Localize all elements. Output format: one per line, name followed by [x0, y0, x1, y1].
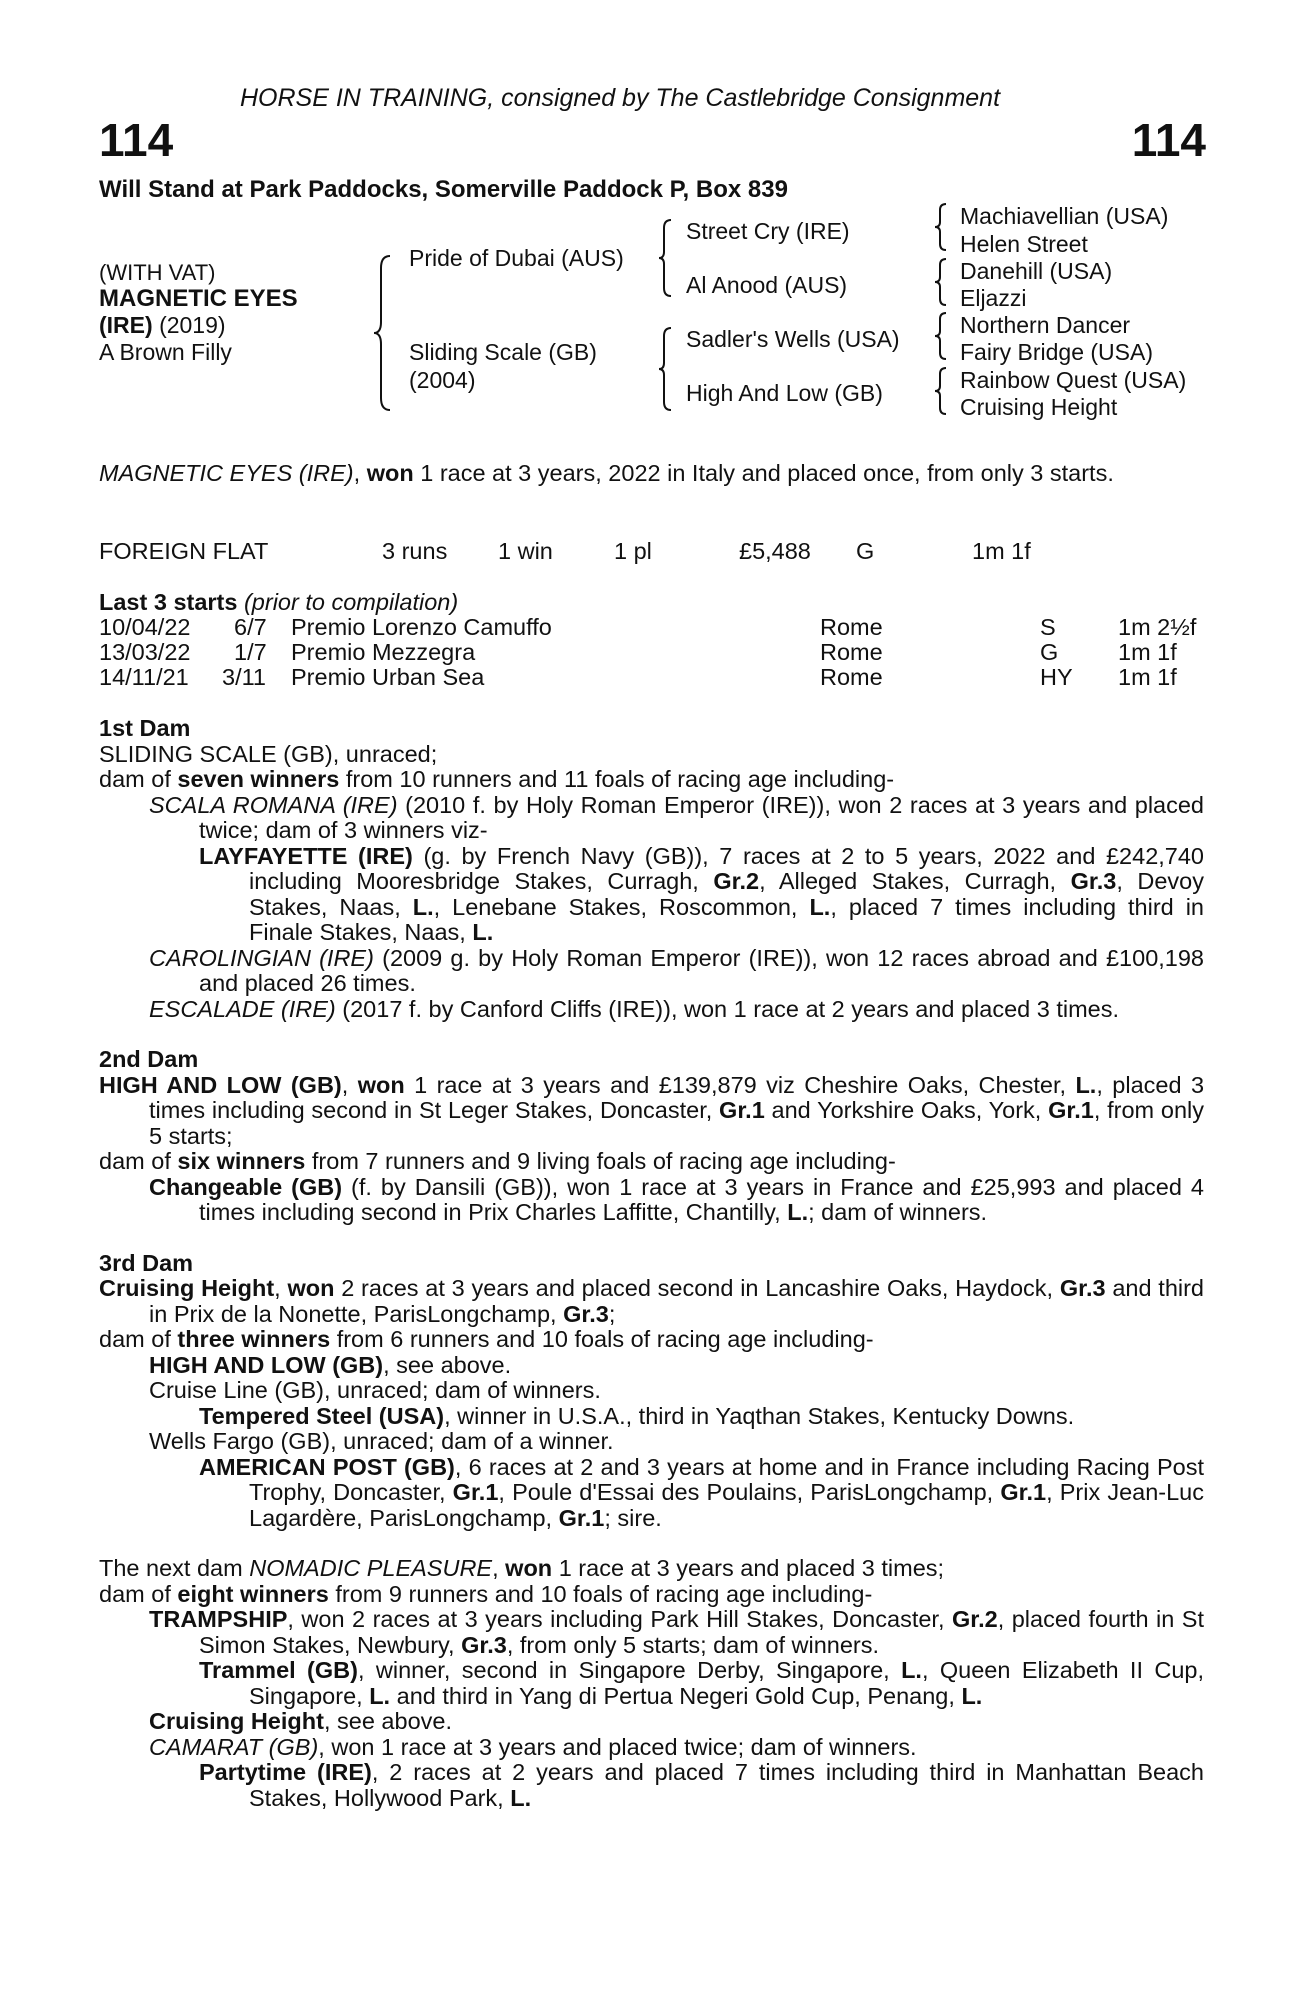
- first-dam-produce: dam of seven winners from 10 runners and 11 foals of racing age including-: [99, 766, 895, 792]
- pedigree-dam-brace: [657, 326, 675, 412]
- start-date: 14/11/21: [99, 664, 189, 690]
- next-dam-record: The next dam NOMADIC PLEASURE, won 1 race at 3 years and placed 3 times;: [99, 1555, 945, 1581]
- horse-year: (2019): [159, 312, 226, 338]
- race-summary: MAGNETIC EYES (IRE), won 1 race at 3 years, 2022 in Italy and placed once, from only 3 starts.: [99, 460, 1114, 486]
- record-placed: 1 pl: [614, 538, 652, 564]
- horse-country: (IRE): [99, 312, 153, 338]
- start-course: Rome: [820, 664, 883, 690]
- record-earnings: £5,488: [739, 538, 811, 564]
- first-dam-heading: 1st Dam: [99, 715, 191, 741]
- start-distance: 1m 1f: [1118, 639, 1177, 665]
- third-dam-heading: 3rd Dam: [99, 1249, 194, 1276]
- produce-trampship: TRAMPSHIP, won 2 races at 3 years including Park Hill Stakes, Doncaster, Gr.2, placed fourth in St Simon Stakes, Newbury, Gr.3, from only 5 starts; dam of winners.: [149, 1606, 1205, 1658]
- pedigree-dsd: Fairy Bridge (USA): [960, 339, 1153, 365]
- pedigree-dds: Rainbow Quest (USA): [960, 367, 1187, 393]
- second-dam-produce: dam of six winners from 7 runners and 9 living foals of racing age including-: [99, 1148, 896, 1174]
- produce-cruising-height: Cruising Height, see above.: [149, 1708, 452, 1734]
- produce-carolingian: CAROLINGIAN (IRE) (2009 g. by Holy Roman Emperor (IRE)), won 12 races abroad and £100,198 and placed 26 times.: [149, 944, 1204, 996]
- produce-layfayette: LAYFAYETTE (IRE) (g. by French Navy (GB)), 7 races at 2 to 5 years, 2022 and £242,740 including Mooresbridge Stakes, Curragh, Gr.2, Alleged Stakes, Curragh, Gr.3, Devoy Stakes, Naas, L., Lenebane Stakes, Roscommon, L., placed 7 times including third in Finale Stakes, Naas, L.: [199, 842, 1205, 945]
- pedigree-sire: Pride of Dubai (AUS): [409, 245, 624, 271]
- pedigree-sss: Machiavellian (USA): [960, 203, 1169, 229]
- pedigree-brace-dd: [933, 366, 949, 416]
- start-position: 1/7: [234, 639, 267, 665]
- pedigree-sire-sire: Street Cry (IRE): [686, 218, 850, 244]
- start-going: G: [1040, 639, 1059, 665]
- start-race: Premio Lorenzo Camuffo: [291, 614, 552, 640]
- produce-wells-fargo: Wells Fargo (GB), unraced; dam of a winner.: [149, 1428, 614, 1454]
- lot-number-right: 114: [1131, 114, 1206, 166]
- next-dam-produce: dam of eight winners from 9 runners and 10 foals of racing age including-: [99, 1580, 873, 1607]
- start-position: 6/7: [234, 614, 267, 640]
- record-runs: 3 runs: [382, 538, 448, 564]
- pedigree-brace-ds: [933, 311, 949, 361]
- produce-trammel: Trammel (GB), winner, second in Singapore Derby, Singapore, L., Queen Elizabeth II Cup, Singapore, L. and third in Yang di Pertua Negeri Gold Cup, Penang, L.: [199, 1657, 1205, 1709]
- second-dam-record: HIGH AND LOW (GB), won 1 race at 3 years and £139,879 viz Cheshire Oaks, Chester, L., placed 3 times including second in St Leger Stakes, Doncaster, Gr.1 and Yorkshire Oaks, York, Gr.1, from only 5 starts;: [99, 1071, 1205, 1149]
- second-dam-heading: 2nd Dam: [99, 1046, 199, 1072]
- start-course: Rome: [820, 614, 883, 640]
- pedigree-sire-dam: Al Anood (AUS): [686, 272, 848, 298]
- pedigree-dam-sire: Sadler's Wells (USA): [686, 326, 900, 352]
- produce-scala-romana: SCALA ROMANA (IRE) (2010 f. by Holy Roman Emperor (IRE)), won 2 races at 3 years and placed twice; dam of 3 winners viz-: [149, 791, 1204, 843]
- start-date: 10/04/22: [99, 614, 191, 640]
- horse-country-year: [99, 314, 226, 337]
- produce-high-and-low: HIGH AND LOW (GB), see above.: [149, 1351, 512, 1378]
- stand-location: Will Stand at Park Paddocks, Somerville Paddock P, Box 839: [99, 176, 788, 203]
- produce-camarat: CAMARAT (GB), won 1 race at 3 years and placed twice; dam of winners.: [149, 1733, 917, 1760]
- produce-tempered-steel: Tempered Steel (USA), winner in U.S.A., third in Yaqthan Stakes, Kentucky Downs.: [199, 1402, 1075, 1429]
- pedigree-dss: Northern Dancer: [960, 312, 1131, 338]
- vat-note: (WITH VAT): [99, 260, 216, 285]
- catalogue-subtitle: HORSE IN TRAINING, consigned by The Castlebridge Consignment: [240, 84, 1001, 112]
- record-wins: 1 win: [498, 538, 553, 564]
- pedigree-ddd: Cruising Height: [960, 394, 1118, 420]
- record-distance: 1m 1f: [972, 538, 1031, 564]
- start-race: Premio Mezzegra: [291, 639, 476, 665]
- pedigree-dam-dam: High And Low (GB): [686, 380, 883, 406]
- start-going: S: [1040, 614, 1056, 640]
- third-dam-record: Cruising Height, won 2 races at 3 years and placed second in Lancashire Oaks, Haydock, Gr.3 and third in Prix de la Nonette, ParisLongchamp, Gr.3;: [99, 1275, 1205, 1327]
- start-course: Rome: [820, 639, 883, 665]
- third-dam-produce: dam of three winners from 6 runners and 10 foals of racing age including-: [99, 1326, 874, 1352]
- start-distance: 1m 1f: [1118, 664, 1177, 690]
- dam-sections: [99, 716, 1204, 1811]
- record-label: FOREIGN FLAT: [99, 538, 269, 564]
- produce-partytime: Partytime (IRE), 2 races at 2 years and placed 7 times including third in Manhattan Beach Stakes, Hollywood Park, L.: [199, 1759, 1204, 1811]
- last-starts-heading: Last 3 starts (prior to compilation): [99, 589, 459, 615]
- produce-escalade: ESCALADE (IRE) (2017 f. by Canford Cliffs (IRE)), won 1 race at 2 years and placed 3 times.: [149, 995, 1120, 1022]
- pedigree-brace-ss: [933, 202, 949, 252]
- pedigree-brace-sd: [933, 257, 949, 307]
- pedigree-dam-year: (2004): [409, 367, 476, 393]
- start-distance: 1m 2½f: [1118, 614, 1197, 640]
- start-going: HY: [1040, 664, 1073, 690]
- record-going: G: [856, 538, 875, 564]
- start-race: Premio Urban Sea: [291, 664, 485, 690]
- produce-cruise-line: Cruise Line (GB), unraced; dam of winners.: [149, 1377, 601, 1403]
- horse-name: MAGNETIC EYES: [99, 285, 298, 312]
- pedigree-sdd: Eljazzi: [960, 285, 1027, 311]
- pedigree-sds: Danehill (USA): [960, 258, 1113, 284]
- pedigree-dam: Sliding Scale (GB): [409, 339, 597, 365]
- first-dam-line: SLIDING SCALE (GB), unraced;: [99, 740, 438, 767]
- start-position: 3/11: [222, 664, 266, 690]
- pedigree-main-brace: [372, 254, 394, 412]
- lot-number-left: 114: [99, 114, 174, 166]
- pedigree-sire-brace: [657, 218, 675, 298]
- start-date: 13/03/22: [99, 639, 191, 665]
- horse-description: A Brown Filly: [99, 339, 232, 365]
- produce-changeable: Changeable (GB) (f. by Dansili (GB)), won 1 race at 3 years in France and £25,993 and placed 4 times including second in Prix Charles Laffitte, Chantilly, L.; dam of winners.: [149, 1173, 1204, 1225]
- pedigree-ssd: Helen Street: [960, 231, 1088, 257]
- produce-american-post: AMERICAN POST (GB), 6 races at 2 and 3 years at home and in France including Racing Post Trophy, Doncaster, Gr.1, Poule d'Essai des Poulains, ParisLongchamp, Gr.1, Prix Jean-Luc Lagardère, ParisLongchamp, Gr.1; sire.: [199, 1453, 1205, 1531]
